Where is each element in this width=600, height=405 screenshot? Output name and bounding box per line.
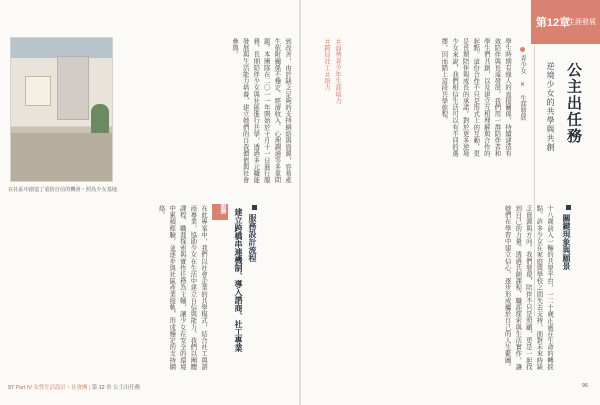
section2-badge-label: 服務 <box>219 202 226 214</box>
chapter-sub-label: 生涯發展 <box>568 19 596 26</box>
hashtag-secondary: ＃跨局社工＃培力 <box>323 38 330 91</box>
part-label: Part IV 女性生活設計・社會團 <box>15 385 88 391</box>
community-photo <box>10 37 113 182</box>
section1-title: 關鍵現象與願景 <box>562 214 572 270</box>
photo-ground <box>11 133 112 181</box>
section2-title: 服務設計流程 <box>248 214 258 262</box>
section-marker-icon <box>566 205 571 210</box>
photo-door <box>57 56 89 120</box>
right-page-number: 96 <box>582 383 588 389</box>
left-page-number: 97 <box>8 385 14 391</box>
left-footer <box>8 383 140 391</box>
footer-separator: | <box>88 385 92 391</box>
tag-bullet-icon <box>520 47 525 52</box>
section1-paragraph: 十八歲前入一輛的共學平台，一二十歲正處在生命的轉捩點。許多少女在家庭與學校之間失去支持，面對未來時缺乏資源與方向。我們發現，陪伴不只是照顧，更是一起找到自己的力量。透過共創課程、職涯探索與生活實作，讓她們在學習中建立信心，逐步形成屬於自己的人生藍圖。 <box>503 205 553 370</box>
photo-caption: 在社區中創造了重拾自信的機會・照為少女基地 <box>8 187 117 193</box>
chapter-title: 公主出任務 <box>565 62 583 145</box>
chapter-label: 第12章 <box>535 17 571 29</box>
section2-heading: 建立跨橋串連機制、導入諮商、社工專業 <box>234 208 244 352</box>
top-paragraph: 到改善，由於缺乏足夠的支持網絡與資源，容易產生依附關係不穩定、經濟收入、心理調適等多重問題。本團隊在二〇一一年開始於十月十一日進行服務，長期陪伴少女與社區進行共學，透過多元職能發展與生活能力培養，建立她們的自我價值與社會參與。 <box>231 38 291 184</box>
hashtag-primary: ＃弱勢青少年生涯培力 <box>334 38 341 104</box>
section2-marker-icon <box>252 205 257 210</box>
intro-paragraph: 學生時期有緣人的直接關係，持續建造有效陪伴與長遠發展。我們用一群陪伴者和學生們共創，以及建立互相理解與合作的起點。這份合作不只是形式上的互動，更是長期陪伴與成長的承諾。對於更多逆境少女來說，我們相信生活可以有不同的選擇，因而踏上這段共學旅程。 <box>440 38 511 157</box>
topic-tag: 青少女 × 生涯發展 <box>519 55 526 121</box>
photo-signboard <box>25 76 51 106</box>
chapter-subtitle: 逆境少女的共學與共創 <box>546 62 555 152</box>
chapter-footer-label: 第 12 章 公主出任務 <box>91 385 141 391</box>
section2-paragraph: 在此專案中，我們以社會企業的共學模式，結合社工與諮商專業，協助少女在生活中建立自信與能力。我們以團體課程、職涯探索與實作任務為主軸，讓少女在安全的環境中累積經驗，並逐步與社區產業接軌，形成穩定的支持網絡。 <box>157 205 207 370</box>
page-gutter <box>299 0 301 405</box>
